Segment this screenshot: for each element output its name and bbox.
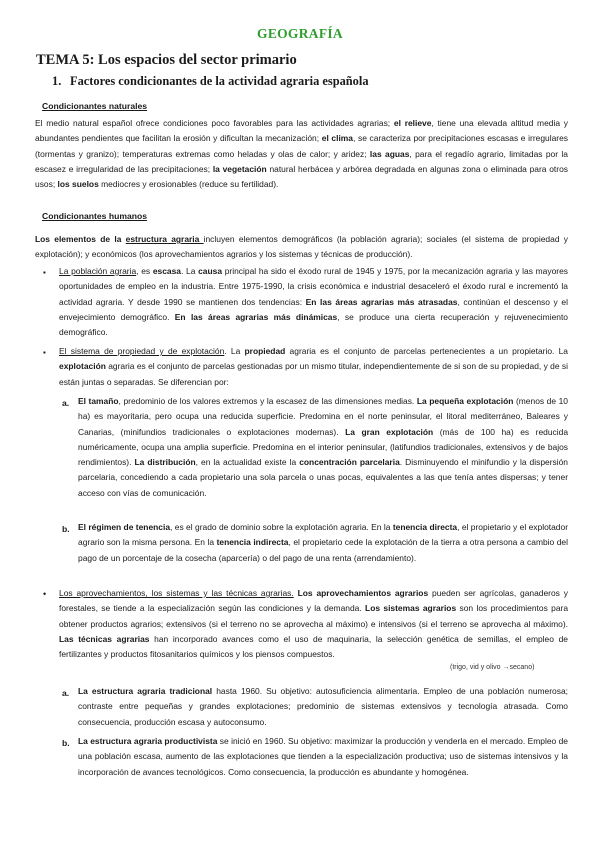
term-escasa: escasa [152,266,181,276]
text: , se caracteriza por precipitaciones escasas e irregulares (tormentas y granizo); temperaturas extremas como heladas y olas de calor; y aridez; [35,133,568,159]
text: han incorporado avances como el uso de maquinaria, la selección genética de semillas, el empleo de fertilizantes y productos fitosanitarios químicos y los piensos compuestos. [59,633,568,660]
bullet-square: ▪ [43,348,46,357]
text: pueden ser agrícolas, ganaderos y forestales, se tiende a la especialización según las condiciones y la demanda. [59,588,568,614]
bullet-dot: • [43,589,47,599]
list-letter: b. [62,738,70,748]
term-distribucion: La distribución [134,457,196,468]
term-explotacion: explotación [59,361,106,372]
text: . La [224,346,245,356]
term-vegetacion: la vegetación [212,163,267,174]
term-sistemas-agrarios: Los sistemas agrarios [365,603,457,614]
paragraph-humanos [35,232,568,263]
text: , es [136,266,153,276]
term-tenencia-indirecta: tenencia indirecta [216,537,289,548]
text: agraria es el conjunto de parcelas pertenecientes a un propietario. La [285,346,568,356]
term-poblacion-agraria: La población agraria [59,266,137,276]
text: incluyen elementos demográficos (la población agraria); sociales (el sistema de propiedad y explotación); y económicos (los aprovechamientos agrarios y los sistemas y técnicas de producción). [35,234,568,260]
text: , continúan el descenso y el envejecimiento demográfico. [59,296,568,322]
text: Los elementos de la [35,234,126,244]
term-aprovechamientos-heading: Los aprovechamientos, los sistemas y las técnicas agrarias. [59,588,294,598]
text: . Disminuyendo el minifundio y la dispersión parcelaria, concediendo a cada propietario una sola parcela o unas pocas, equivalentes a las que tenía antes dispersas; y tener acceso con vías de comunicación. [78,457,568,498]
text: (menos de 10 ha) es mayoritaria, pero ocupa una reducida superficie. Predomina en el norte peninsular, el litoral mediterráneo, Baleares y Canarias, (minifundios tradicionales o explotaciones modernas). [78,396,568,437]
section-title: Factores condicionantes de la actividad agraria española [70,74,369,88]
subject-title: GEOGRAFÍA [257,26,343,41]
term-estructura-tradicional: La estructura agraria tradicional [78,686,213,696]
term-regimen-tenencia: El régimen de tenencia [78,522,171,532]
heading-naturales: Condicionantes naturales [42,101,148,111]
heading-humanos: Condicionantes humanos [42,211,148,221]
paragraph-productivista [78,734,568,780]
text: son los procedimientos para obtener productos agrarios; extensivos (si el terreno no se aprovecha al máximo) e intensivos (si el terreno se aprovecha al máximo). [59,603,569,629]
list-letter: b. [62,524,70,534]
text: se inició en 1960. Su objetivo: maximizar la producción y venderla en el mercado. Empleo de una población escasa, aumento de las explotaciones que tienden a la especialización productiva; uso de sistemas intensivos y la incorporación de avances tecnológicos. Como consecuencia, la producción es abundante y homogénea. [78,736,568,777]
term-gran-explotacion: La gran explotación [345,426,434,437]
paragraph-aprovechamientos [59,586,568,662]
text: , tiene una elevada altitud media y abundantes pendientes que facilitan la erosión y dificultan la mecanización; [35,118,568,144]
text: natural herbácea y arbórea degradada en algunas zona o eliminada para otros usos; [35,163,568,190]
paragraph-naturales [35,116,568,192]
text: , predominio de los valores extremos y la escasez de las dimensiones medias. [118,396,417,406]
term-tamano: El tamaño [78,396,119,406]
list-letter: a. [62,688,70,698]
paragraph-tradicional [78,684,568,730]
list-letter: a. [62,398,70,408]
text: , se produce una cierta recuperación y rejuvenecimiento demográfico. [59,311,568,338]
term-tenencia-directa: tenencia directa [392,522,458,532]
paragraph-tenencia [78,520,568,566]
section-number: 1. [52,74,62,88]
term-tecnicas-agrarias: Las técnicas agrarias [59,633,150,644]
text: , es el grado de dominio sobre la explotación agraria. En la [170,522,393,532]
term-suelos: los suelos [57,179,99,190]
term-estructura-agraria: estructura agraria [125,234,204,244]
term-aprovechamientos-agrarios: Los aprovechamientos agrarios [297,588,429,598]
text: agraria es el conjunto de parcelas gestionadas por un mismo titular, independientemente de si son de su propiedad, y de si están juntas o separadas. Se diferencian por: [59,361,568,387]
text: (más de 100 ha) es reducida numéricamente, ocupa una amplia superficie. Predomina en el interior peninsular, (latifundios tradicionales, extensivos y de bajos rendimientos). [78,426,569,468]
text: , para el regadío agrario, limitadas por la escasez e irregularidad de las precipitaciones; [35,148,568,174]
paragraph-poblacion [59,264,568,340]
text: principal ha sido el éxodo rural de 1945 y 1975, por la mecanización agraria y las mayores oportunidades de empleo en la industria. Entre 1975-1990, la crisis económica e industrial desaceleró el éxodo rural e incrementó la actividad agraria. Y desde 1990 se mantienen dos tendencias: [59,266,569,307]
term-aguas: las aguas [369,148,410,159]
text: , el propietario cede la explotación de la tierra a otra persona a cambio del pago de un porcentaje de la cosecha (aparcería) o del pago de una renta (arrendamiento). [78,537,569,563]
term-clima: el clima [321,133,354,144]
text: , el propietario y el explotador agrario son la misma persona. En la [78,522,569,548]
term-relieve: el relieve [393,118,432,128]
text: . La [180,266,199,276]
term-propiedad: propiedad [244,346,286,356]
text: mediocres y erosionables (reduce su fertilidad). [98,179,279,190]
term-estructura-productivista: La estructura agraria productivista [78,736,218,746]
text: , en la actualidad existe la [195,457,300,468]
term-concentracion: concentración parcelaria [299,457,400,468]
section-heading [52,74,369,89]
margin-note: (trigo, vid y olivo →secano) [450,664,535,671]
text: hasta 1960. Su objetivo: autosuficiencia alimentaria. Empleo de una población numerosa; contraste entre pequeñas y grandes explotaciones; predominio de sistemas extensivos y tecnología atrasada. Como consecuencia, producción escasa y autoconsumo. [78,686,568,727]
term-areas-atrasadas: En las áreas agrarias más atrasadas [305,296,458,307]
text: El medio natural español ofrece condiciones poco favorables para las actividades agrarias; [35,118,394,128]
term-sistema-propiedad: El sistema de propiedad y de explotación [59,346,225,356]
term-areas-dinamicas: En las áreas agrarias más dinámicas [174,311,338,322]
tema-title: TEMA 5: Los espacios del sector primario [36,52,297,68]
term-pequena-explotacion: La pequeña explotación [416,396,514,406]
paragraph-tamano [78,394,568,501]
bullet-square: ▪ [43,268,46,277]
paragraph-sistema [59,344,568,390]
term-causa: causa [198,266,223,276]
